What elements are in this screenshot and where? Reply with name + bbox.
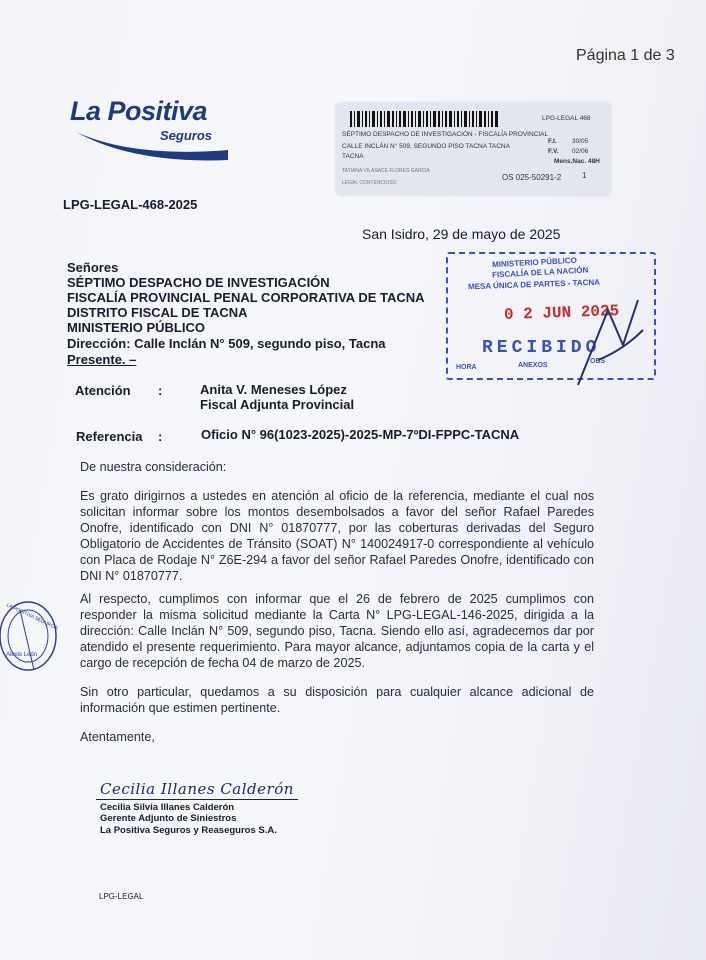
sticker-copies: 1 [582,171,587,180]
body-paragraph-2: Al respecto, cumplimos con informar que el 26 de febrero de 2025 cumplimos con responder la misma solicitud mediante la Carta N° LPG-LEGAL-146-2025, dirigida a la dirección: Calle Inclán N° 509, segundo piso, Tacna. Siendo ello así, agradecemos dar por atendido el presente requerimiento. Para mayor alcance, adjuntamos copia de la carta y el cargo de recepción de fecha 04 de marzo de 2025. [80,592,594,670]
sticker-code: LPG-LEGAL 468 [542,115,591,122]
stamp-anexos: ANEXOS [518,362,548,369]
addressee-line1: SÉPTIMO DESPACHO DE INVESTIGACIÓN [67,275,330,290]
reception-stamp [446,252,656,380]
stamp-received: RECIBIDO [482,338,601,358]
stamp-line1: MINISTERIO PÚBLICO [491,255,578,270]
signatory-title: Gerente Adjunto de Siniestros [100,813,237,824]
attention-label: Atención [75,383,131,398]
company-logo-name: La Positiva [70,96,208,126]
addressee-line2: FISCALÍA PROVINCIAL PENAL CORPORATIVA DE TACNA [67,290,425,305]
signatory-name: Cecilia Silvia Illanes Calderón [100,802,235,813]
sticker-os: OS 025-50291-2 [502,173,562,182]
document-reference-code: LPG-LEGAL-468-2025 [63,197,198,212]
sticker-mens: Mens.Nac. 48H [554,158,600,165]
sticker-line2: CALLE INCLÁN N° 509, SEGUNDO PISO TACNA TACNA [342,143,510,150]
attention-role: Fiscal Adjunta Provincial [200,397,355,412]
closing: Atentamente, [80,730,155,744]
company-logo-sub: Seguros [160,128,213,143]
reference-label: Referencia [76,429,143,444]
letter-date: San Isidro, 29 de mayo de 2025 [362,226,561,242]
stamp-obs: OBS [590,358,606,365]
reference-colon: : [158,429,163,444]
signature-line [96,799,298,800]
sticker-legal: LEGAL CONTENCIOSO [342,180,397,186]
addressee-presente: Presente. – [67,352,137,367]
greeting: De nuestra consideración: [80,460,227,474]
reference-value: Oficio N° 96(1023-2025)-2025-MP-7ºDI-FPPC-TACNA [201,427,520,442]
attention-colon: : [158,383,163,398]
salutation: Señores [67,260,119,275]
sticker-fi-label: F.I. [548,138,557,145]
addressee-address: Dirección: Calle Inclán N° 509, segundo piso, Tacna [67,336,386,351]
seal-circle-icon [0,600,58,672]
company-seal [0,600,58,672]
signatory-company: La Positiva Seguros y Reaseguros S.A. [100,825,277,836]
page-number: Página 1 de 3 [576,47,675,64]
seal-text-mid: Alexis León [6,652,38,658]
addressee-line3: DISTRITO FISCAL DE TACNA [67,305,248,320]
footer-code: LPG-LEGAL [99,892,144,901]
sticker-fv-label: F.V. [548,148,559,155]
barcode-icon [350,109,500,129]
body-paragraph-3: Sin otro particular, quedamos a su disposición para cualquier alcance adicional de información que estimen pertinente. [80,685,594,715]
body-paragraph-1: Es grato dirigirnos a ustedes en atención al oficio de la referencia, mediante el cual nos solicitan informar sobre los montos desembolsados a favor del señor Rafael Paredes Onofre, identificado con DNI N° 01870777, por las coberturas derivadas del Seguro Obligatorio de Accidentes de Tránsito (SOAT) N° 140024917-0 correspondiente al vehículo con Placa de Rodaje N° Z6E-294 a favor del señor Rafael Paredes Onofre, identificado con DNI N° 01870777. [80,489,594,583]
sticker-name: TATIANA VILASACE FLORES GARCIA [342,168,430,174]
sticker-line3: TACNA [342,153,364,160]
tracking-sticker [336,103,610,195]
logo-swoosh-icon [74,128,230,164]
stamp-line3: MESA ÚNICA DE PARTES - TACNA [467,277,601,292]
handwritten-signature: Cecilia Illanes Calderón [100,780,294,798]
addressee-line4: MINISTERIO PÚBLICO [67,320,205,335]
sticker-fv-value: 02/06 [572,148,589,155]
stamp-signature-icon [568,290,648,390]
stamp-hora: HORA [456,364,477,371]
sticker-line1: SÉPTIMO DESPACHO DE INVESTIGACIÓN - FISCALÍA PROVINCIAL [342,131,549,138]
attention-name: Anita V. Meneses López [200,382,347,397]
stamp-line2: FISCALÍA DE LA NACIÓN [491,265,589,280]
stamp-date: 0 2 JUN 2025 [503,301,620,325]
seal-text-top: LA POSITIVA SEGUROS [5,602,59,632]
sticker-fi-value: 30/05 [572,138,589,145]
